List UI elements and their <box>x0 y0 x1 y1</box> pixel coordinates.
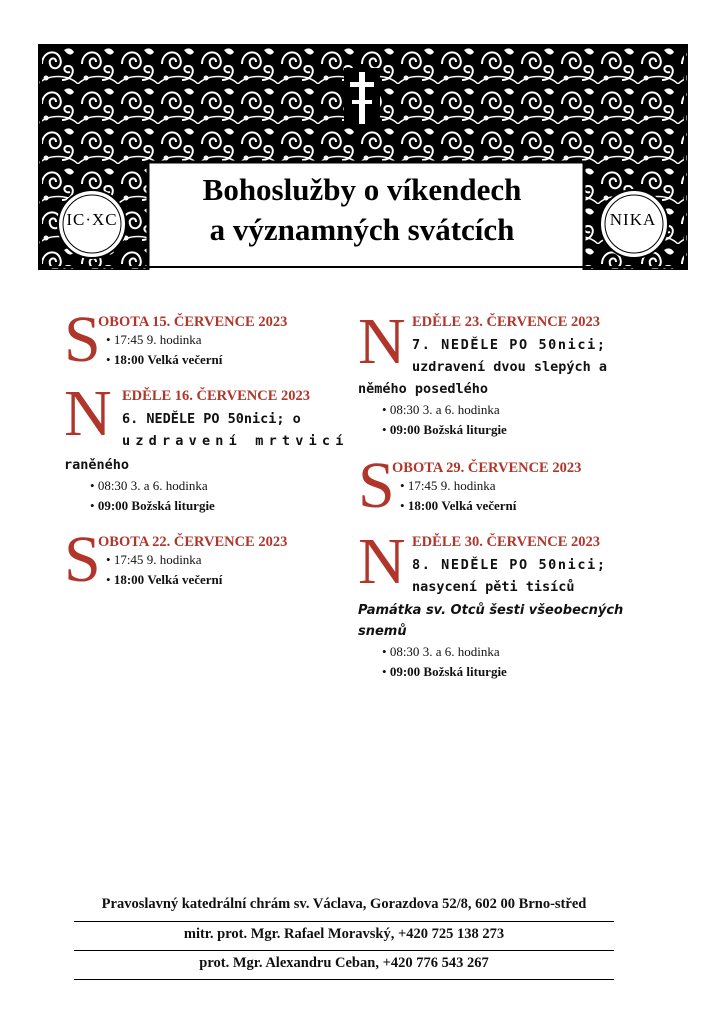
schedule-entry <box>64 377 349 514</box>
memorial-note: Památka sv. Otců šesti všeobecných <box>358 603 624 618</box>
footer-contact-1: mitr. prot. Mgr. Rafael Moravský, +420 725 138 273 <box>183 926 505 942</box>
drop-cap: S <box>64 523 101 596</box>
drop-cap: S <box>358 449 395 522</box>
footer-contact-2: prot. Mgr. Alexandru Ceban, +420 776 543 267 <box>199 955 489 971</box>
nika-label: NIKA <box>609 210 657 229</box>
ic-xc-label: IC·XC <box>66 210 118 229</box>
service-item: • 17:45 9. hodinka <box>106 552 202 567</box>
drop-cap: N <box>358 525 406 598</box>
entry-date: OBOTA 22. ČERVENCE 2023 <box>98 534 288 550</box>
entry-date: EDĚLE 16. ČERVENCE 2023 <box>122 388 311 404</box>
service-item: • 18:00 Velká večerní <box>400 498 517 513</box>
feast-title-line: nasycení pěti tisíců <box>412 579 575 595</box>
page-title <box>150 170 574 250</box>
service-item: • 09:00 Božská liturgie <box>382 664 507 679</box>
schedule-entry <box>358 305 638 442</box>
schedule-entry <box>358 449 638 522</box>
service-item: • 08:30 3. a 6. hodinka <box>90 478 208 493</box>
drop-cap: N <box>358 305 406 378</box>
feast-title-line: uzdravení dvou slepých a <box>412 359 608 375</box>
footer-divider <box>74 921 614 922</box>
feast-title-line: 7. NEDĚLE PO 50nici; <box>412 337 607 353</box>
footer-address: Pravoslavný katedrální chrám sv. Václava, Gorazdova 52/8, 602 00 Brno-střed <box>101 896 587 912</box>
title-line-1: Bohoslužby o víkendech <box>202 172 522 207</box>
service-item: • 17:45 9. hodinka <box>106 332 202 347</box>
service-item: • 18:00 Velká večerní <box>106 572 223 587</box>
memorial-note: snemů <box>358 624 407 639</box>
schedule-entry <box>64 303 344 376</box>
entry-date: EDĚLE 23. ČERVENCE 2023 <box>412 314 601 330</box>
drop-cap: S <box>64 303 101 376</box>
service-item: • 18:00 Velká večerní <box>106 352 223 367</box>
feast-title-line: 8. NEDĚLE PO 50nici; <box>412 557 607 573</box>
feast-title-line: uzdravení mrtvicí <box>122 433 349 449</box>
cross-icon <box>344 68 380 128</box>
service-item: • 08:30 3. a 6. hodinka <box>382 402 500 417</box>
feast-title-line: němého posedlého <box>358 381 489 397</box>
schedule-entry <box>358 525 648 692</box>
service-item: • 08:30 3. a 6. hodinka <box>382 644 500 659</box>
service-item: • 17:45 9. hodinka <box>400 478 496 493</box>
drop-cap: N <box>64 377 112 450</box>
entry-date: OBOTA 29. ČERVENCE 2023 <box>392 460 582 476</box>
feast-title-line: 6. NEDĚLE PO 50nici; o <box>122 411 301 427</box>
service-item: • 09:00 Božská liturgie <box>382 422 507 437</box>
schedule-entry <box>64 523 344 596</box>
feast-title-line: raněného <box>64 457 130 473</box>
entry-date: EDĚLE 30. ČERVENCE 2023 <box>412 534 601 550</box>
title-line-2: a významných svátcích <box>209 212 515 247</box>
service-item: • 09:00 Božská liturgie <box>90 498 215 513</box>
footer-divider <box>74 979 614 980</box>
entry-date: OBOTA 15. ČERVENCE 2023 <box>98 314 288 330</box>
footer-divider <box>74 950 614 951</box>
